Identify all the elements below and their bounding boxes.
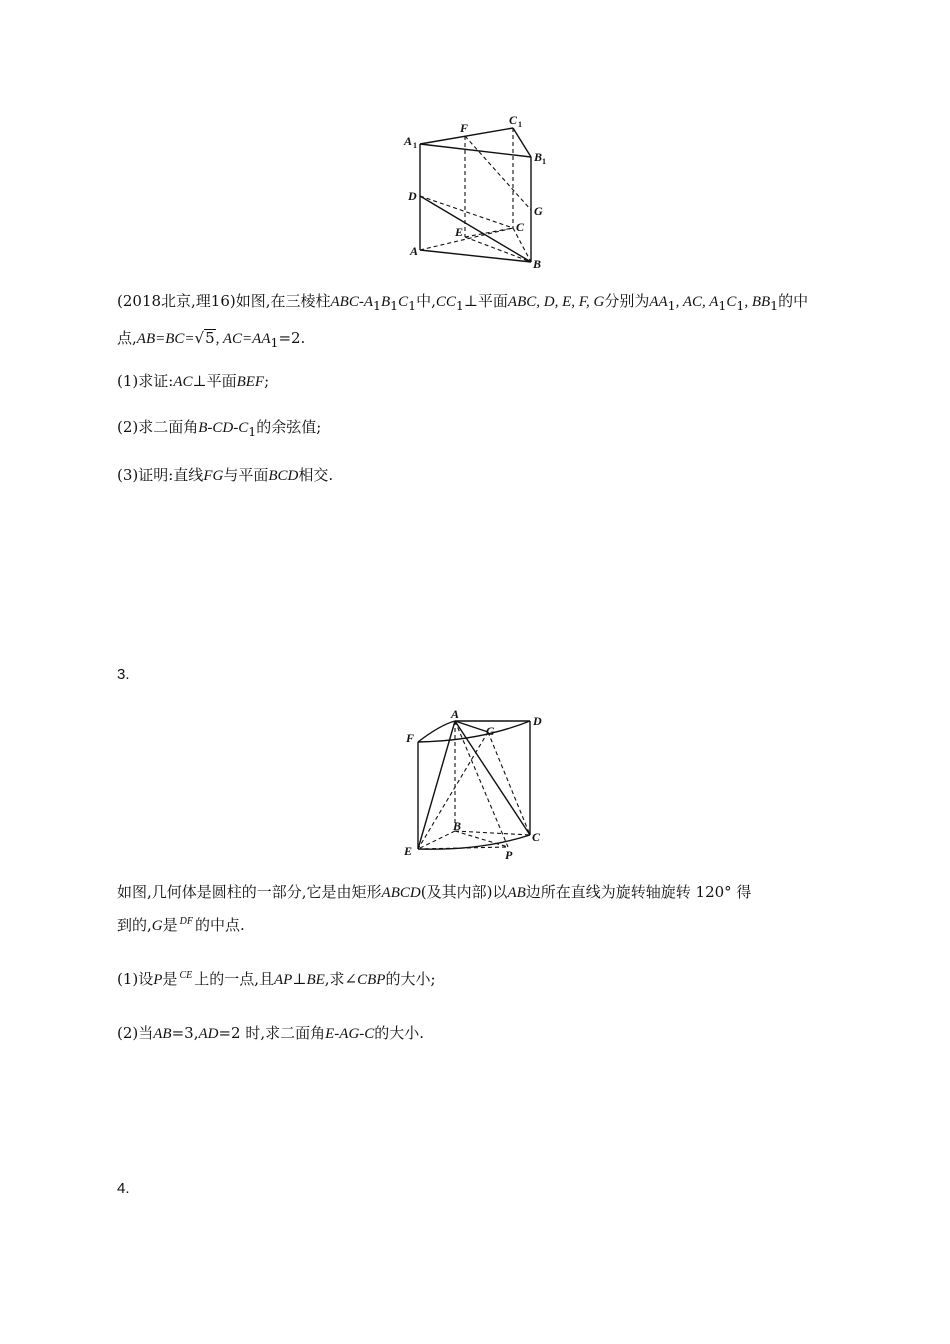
label-b: B [533, 257, 542, 271]
problem2-q2 [117, 411, 837, 448]
text: 中, [416, 292, 436, 310]
text: =2 时,求二面角 [218, 1024, 326, 1042]
c1: C [726, 294, 737, 310]
prism-diagram [400, 110, 560, 272]
label-c1-sub: 1 [518, 120, 522, 129]
label-g: G [534, 204, 543, 218]
text: 的大小; [385, 970, 436, 988]
sub: 1 [270, 335, 279, 350]
text: ⊥平面 [463, 292, 508, 310]
text: 相交. [298, 466, 334, 484]
ap: AP [274, 972, 293, 988]
ad: AD [198, 1026, 219, 1042]
angle: B-CD-C [198, 420, 249, 436]
text: (1)设 [117, 970, 154, 988]
problem3-q2 [117, 1017, 837, 1050]
arc-df [178, 909, 195, 944]
text: (3)证明:直线 [117, 466, 204, 484]
text: 的余弦值; [256, 418, 322, 436]
text: 到的, [117, 916, 152, 934]
bb1: , BB [744, 294, 771, 310]
text: =3, [171, 1024, 199, 1042]
problem3-q1 [117, 963, 837, 998]
plane-abc: ABC [507, 294, 537, 310]
label-a: A [451, 707, 460, 721]
perp: ⊥ [292, 970, 307, 988]
sub: 1 [408, 298, 417, 313]
ab: AB [153, 1026, 172, 1042]
arc-df-label: DF [179, 916, 193, 927]
problem2-q1 [117, 365, 837, 398]
sqrt-sign: √ [194, 329, 205, 347]
text: (及其内部)以 [420, 883, 508, 901]
sub: 1 [718, 298, 727, 313]
text: 是 [162, 970, 178, 988]
ac: AC [173, 374, 193, 390]
text: 点, [117, 329, 137, 347]
fg: FG [203, 468, 224, 484]
label-a1: A [404, 134, 413, 148]
abcd: ABCD [381, 885, 421, 901]
problem2-q3 [117, 459, 837, 492]
label-p: P [505, 848, 513, 862]
cylinder-figure [400, 705, 550, 865]
prism-name: ABC-A [330, 294, 374, 310]
text: 的中 [778, 292, 809, 310]
arc-ce [177, 963, 194, 998]
cylinder-diagram [400, 705, 550, 865]
stem-prefix: (2018北京,理16)如图,在三棱柱 [117, 292, 331, 310]
text: 与平面 [223, 466, 269, 484]
label-c: C [516, 220, 525, 234]
sub: 1 [248, 424, 257, 439]
text: 如图,几何体是圆柱的一部分,它是由矩形 [117, 883, 382, 901]
text: (2)求二面角 [117, 418, 199, 436]
cbp: CBP [357, 972, 386, 988]
ab-bc: AB=BC= [136, 331, 195, 347]
label-b1-sub: 1 [542, 157, 546, 166]
prism-figure [400, 110, 560, 272]
label-f: F [406, 731, 415, 745]
text: 上的一点,且 [194, 970, 274, 988]
text: ; [264, 372, 270, 390]
text: 是 [162, 916, 178, 934]
label-a: A [410, 244, 419, 258]
prism-c: C [398, 294, 409, 310]
problem3-stem [117, 876, 837, 944]
label-b1: B [534, 150, 543, 164]
sqrt-value: 5 [205, 329, 215, 347]
sub: 1 [455, 298, 464, 313]
g: G [151, 918, 163, 934]
text: (2)当 [117, 1024, 154, 1042]
ac-aa1: , AC=AA [215, 331, 271, 347]
text: ⊥平面 [192, 372, 237, 390]
arc-ce-label: CE [179, 970, 193, 981]
text: ,求∠ [324, 970, 358, 988]
text: (1)求证: [117, 372, 174, 390]
bef: BEF [236, 374, 265, 390]
text: 的大小. [374, 1024, 425, 1042]
label-a1-sub: 1 [413, 141, 417, 150]
label-d: D [408, 189, 417, 203]
label-c1: C [509, 113, 518, 127]
text: 分别为 [604, 292, 650, 310]
problem3-number: 3. [117, 666, 130, 683]
label-b: B [453, 819, 462, 833]
sub: 1 [390, 298, 399, 313]
sub: 1 [736, 298, 745, 313]
prism-b: B [380, 294, 391, 310]
p: P [153, 972, 163, 988]
sub: 1 [373, 298, 381, 313]
ac-a1c1: , AC, A [675, 294, 719, 310]
sub: 1 [770, 298, 779, 313]
problem2-stem [117, 285, 837, 359]
label-e: E [404, 844, 413, 858]
label-d: D [533, 714, 542, 728]
problem4-number: 4. [117, 1180, 130, 1197]
cc1: CC [435, 294, 456, 310]
label-e: E [455, 225, 464, 239]
text: 边所在直线为旋转轴旋转 120° 得 [525, 883, 752, 901]
points: , D, E, F, G [536, 294, 605, 310]
bcd: BCD [268, 468, 299, 484]
text: =2. [278, 329, 306, 347]
sub: 1 [667, 298, 676, 313]
label-c: C [532, 830, 541, 844]
label-g: G [486, 724, 495, 738]
aa1: AA [649, 294, 668, 310]
be: BE [306, 972, 325, 988]
label-f: F [460, 121, 469, 135]
angle: E-AG-C [325, 1026, 375, 1042]
ab: AB [507, 885, 526, 901]
text: 的中点. [194, 916, 245, 934]
